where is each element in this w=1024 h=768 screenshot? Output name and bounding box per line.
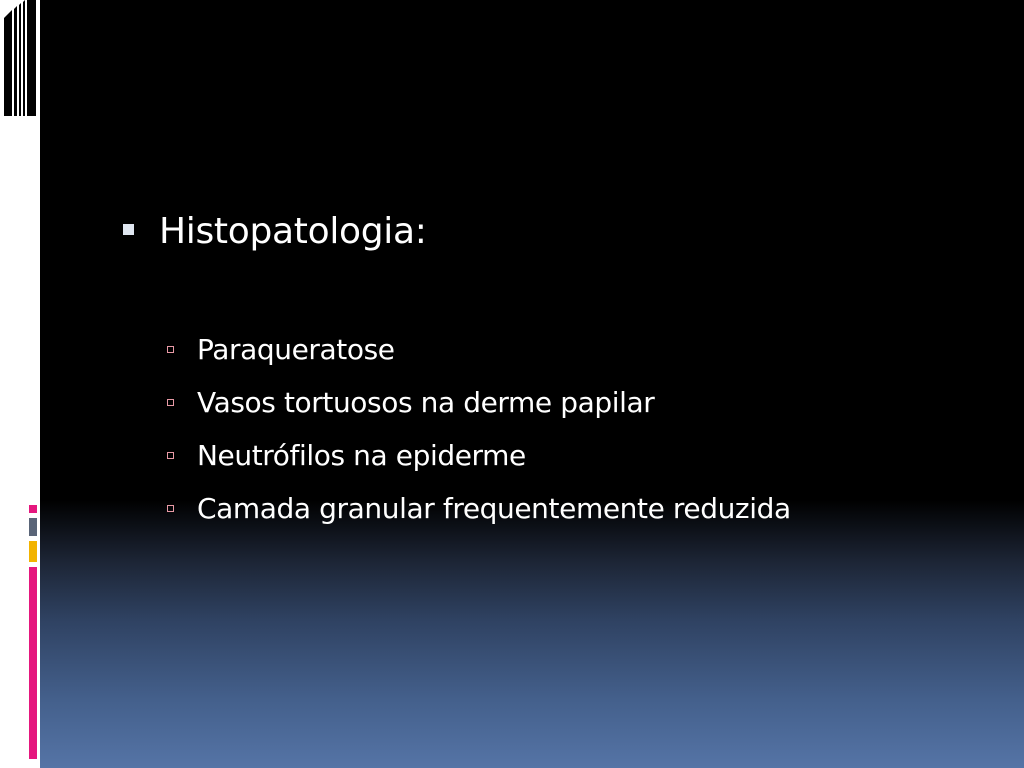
left-decorative-band xyxy=(0,0,40,768)
list-item-text: Camada granular frequentemente reduzida xyxy=(197,492,791,525)
stacked-books-icon xyxy=(4,0,36,116)
list-item-text: Vasos tortuosos na derme papilar xyxy=(197,386,655,419)
accent-bar-yellow xyxy=(29,541,37,562)
filled-square-icon xyxy=(123,224,134,235)
list-item-text: Neutrófilos na epiderme xyxy=(197,439,526,472)
hollow-square-icon xyxy=(167,452,174,459)
list-item-text: Paraqueratose xyxy=(197,333,395,366)
slide-heading: Histopatologia: xyxy=(159,211,427,252)
accent-bar-gray xyxy=(29,518,37,536)
hollow-square-icon xyxy=(167,399,174,406)
hollow-square-icon xyxy=(167,346,174,353)
accent-bars xyxy=(29,505,37,760)
accent-bar-pink-long xyxy=(29,567,37,759)
hollow-square-icon xyxy=(167,505,174,512)
accent-bar-pink-top xyxy=(29,505,37,513)
